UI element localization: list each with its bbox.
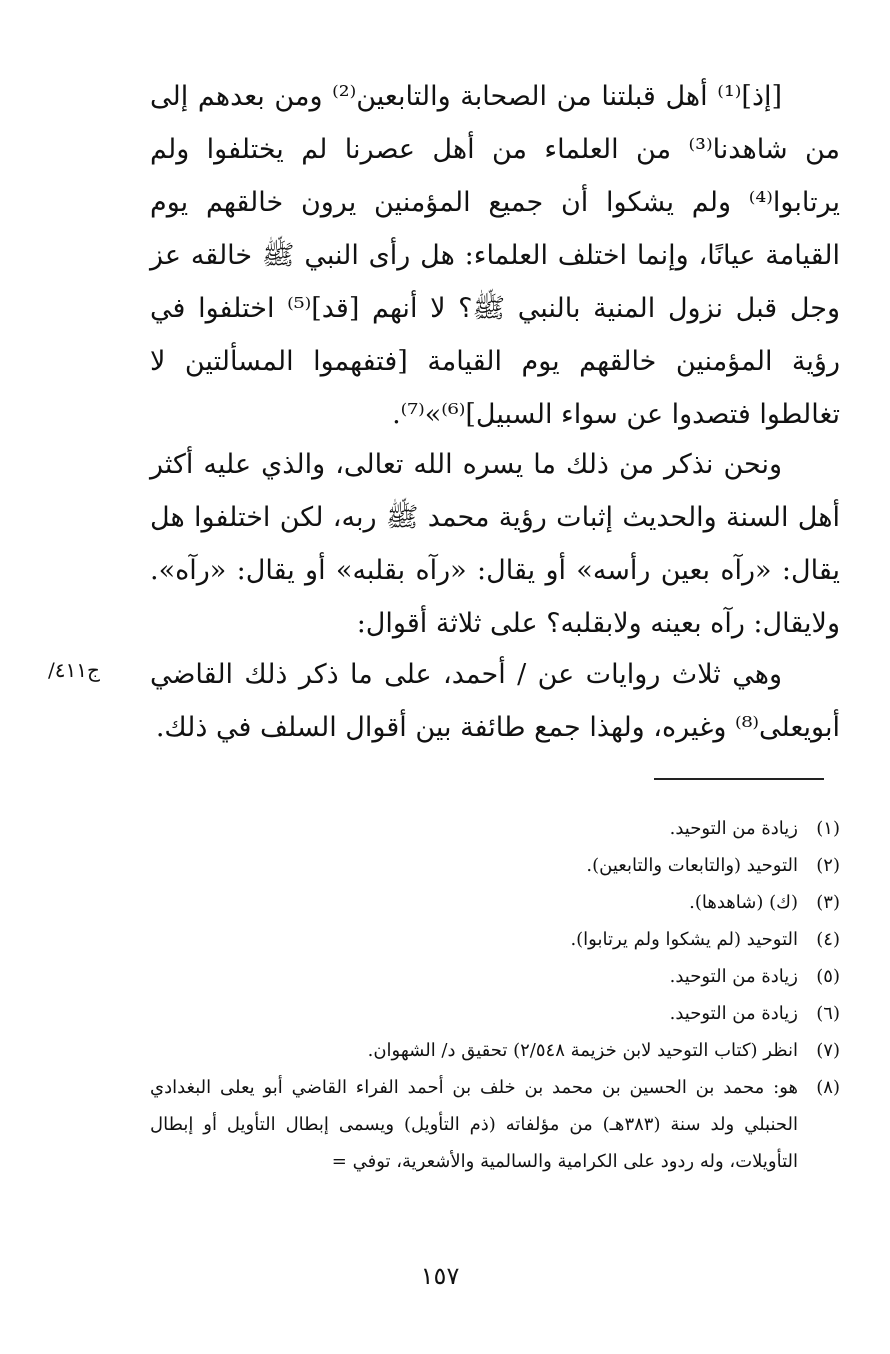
footnote-text: انظر (كتاب التوحيد لابن خزيمة ٢/٥٤٨) تحقيق د/ الشهوان. <box>367 1040 798 1061</box>
footnote-divider <box>654 778 824 780</box>
footnote-item <box>150 958 840 995</box>
main-paragraph-3 <box>150 648 840 754</box>
footnote-text: زيادة من التوحيد. <box>669 818 798 839</box>
page-number: ١٥٧ <box>420 1262 460 1290</box>
footnote-item <box>150 995 840 1032</box>
footnote-number: (٣) <box>816 892 840 913</box>
footnote-number: (٢) <box>816 855 840 876</box>
footnote-text: زيادة من التوحيد. <box>669 966 798 987</box>
paragraph-text: ونحن نذكر من ذلك ما يسره الله تعالى، والذي عليه أكثر أهل السنة والحديث إثبات رؤية محمد ﷺ ربه، لكن اختلفوا هل يقال: «رآه بعين رأسه» أو يقال: «رآه بقلبه» أو يقال: «رآه». ولايقال: رآه بعينه ولابقلبه؟ على ثلاثة أقوال: <box>150 449 840 639</box>
footnote-item <box>150 1032 840 1069</box>
footnote-number: (٥) <box>816 966 840 987</box>
main-paragraph-2 <box>150 438 840 650</box>
footnote-item <box>150 847 840 884</box>
footnote-item <box>150 810 840 847</box>
footnote-number: (٧) <box>816 1040 840 1061</box>
footnote-number: (٤) <box>816 929 840 950</box>
footnote-text: التوحيد (لم يشكوا ولم يرتابوا). <box>570 929 798 950</box>
paragraph-text: [إذ]⁽¹⁾ أهل قبلتنا من الصحابة والتابعين⁽²⁾ ومن بعدهم إلى من شاهدنا⁽³⁾ من العلماء من أهل عصرنا لم يختلفوا ولم يرتابوا⁽⁴⁾ ولم يشكوا أن جميع المؤمنين يرون خالقهم يوم القيامة عيانًا، وإنما اختلف العلماء: هل رأى النبي ﷺ خالقه عز وجل قبل نزول المنية بالنبي ﷺ؟ لا أنهم [قد]⁽⁵⁾ اختلفوا في رؤية المؤمنين خالقهم يوم القيامة [فتفهموا المسألتين لا تغالطوا فتصدوا عن سواء السبيل]⁽⁶⁾»⁽⁷⁾. <box>150 81 841 430</box>
footnote-number: (٦) <box>816 1003 840 1024</box>
footnote-text: زيادة من التوحيد. <box>669 1003 798 1024</box>
main-paragraph-1 <box>150 70 840 441</box>
footnote-text: هو: محمد بن الحسين بن محمد بن خلف بن أحمد الفراء القاضي أبو يعلى البغدادي الحنبلي ولد سنة (٣٨٣هـ) من مؤلفاته (ذم التأويل) ويسمى إبطال التأويل أو إبطال التأويلات، وله ردود على الكرامية والسالمية والأشعرية، توفي = <box>150 1077 798 1172</box>
footnote-number: (٨) <box>816 1077 840 1098</box>
footnote-item <box>150 1069 840 1180</box>
footnote-number: (١) <box>816 818 840 839</box>
margin-reference: ج٤١١/ <box>48 658 100 682</box>
footnote-item <box>150 884 840 921</box>
footnote-text: (ك) (شاهدها). <box>689 892 798 913</box>
footnote-text: التوحيد (والتابعات والتابعين). <box>586 855 798 876</box>
paragraph-text: وهي ثلاث روايات عن / أحمد، على ما ذكر ذلك القاضي أبويعلى⁽⁸⁾ وغيره، ولهذا جمع طائفة بين أقوال السلف في ذلك. <box>150 659 840 743</box>
footnote-item <box>150 921 840 958</box>
footnotes-section <box>150 810 840 1180</box>
